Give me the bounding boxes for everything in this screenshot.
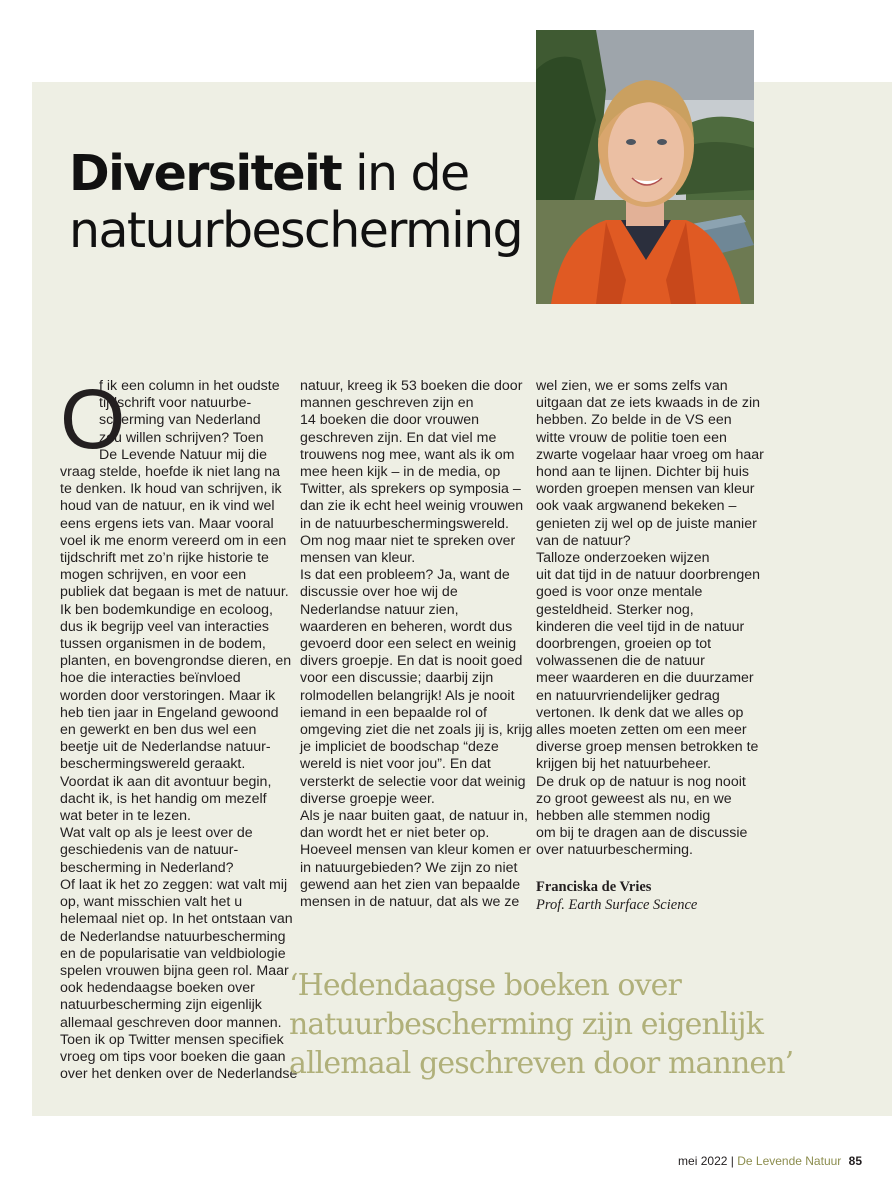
page-footer <box>678 1154 862 1168</box>
article-text-line: geschreven zijn. En dat viel me <box>300 429 497 446</box>
article-text-line: Voordat ik aan dit avontuur begin, <box>60 773 272 790</box>
author-name: Franciska de Vries <box>536 879 652 895</box>
article-text-line: trouwens nog mee, want als ik om <box>300 446 515 463</box>
article-text-line: Om nog maar niet te spreken over <box>300 532 516 549</box>
author-role: Prof. Earth Surface Science <box>536 896 698 913</box>
article-text-line: dus ik begrijp veel van interacties <box>60 618 269 635</box>
article-text-line: mogen schrijven, en voor een <box>60 567 247 584</box>
article-text-line: tijdschrift voor natuurbe- <box>99 395 252 412</box>
article-text-line: diverse groepje weer. <box>300 790 435 807</box>
article-text-line: scherming van Nederland <box>99 412 261 429</box>
article-text-line: zou willen schrijven? Toen <box>99 429 264 446</box>
article-text-line: waarderen en beheren, wordt dus <box>300 618 513 635</box>
article-text-line: Is dat een probleem? Ja, want de <box>300 567 510 584</box>
article-text-line: en natuurvriendelijker gedrag <box>536 687 720 704</box>
page-number: 85 <box>848 1154 862 1168</box>
pull-quote-line: ‘Hedendaagse boeken over <box>289 968 681 1003</box>
pull-quote-line: allemaal geschreven door mannen’ <box>289 1046 794 1081</box>
article-text-line: uit dat tijd in de natuur doorbrengen <box>536 567 761 584</box>
article-text-line: De druk op de natuur is nog nooit <box>536 773 746 790</box>
article-text-line: volwassenen die de natuur <box>536 653 705 670</box>
article-text-line: gevoerd door een select en weinig <box>300 636 517 653</box>
article-text-line: houd van de natuur, en ik vind wel <box>60 498 275 515</box>
article-text-line: worden groepen mensen van kleur <box>536 481 755 498</box>
article-text-line: beetje uit de Nederlandse natuur- <box>60 739 271 756</box>
title-regular-part-2: natuurbescherming <box>69 202 523 259</box>
title-regular-part-1: in de <box>355 145 469 202</box>
article-text-line: natuur, kreeg ik 53 boeken die door <box>300 378 523 394</box>
article-text-line: Ik ben bodemkundige en ecoloog, <box>60 601 273 618</box>
article-text-line: Talloze onderzoeken wijzen <box>536 550 710 567</box>
article-title <box>69 145 522 259</box>
article-text-line: Of laat ik het zo zeggen: wat valt mij <box>60 876 288 893</box>
article-text-line: doorbrengen, groeien op tot <box>536 636 712 653</box>
article-text-line: gewend aan het zien van bepaalde <box>300 876 521 893</box>
article-text-line: Twitter, als sprekers op symposia – <box>300 481 521 498</box>
article-text-line: Toen ik op Twitter mensen specifiek <box>60 1031 284 1048</box>
article-text-line: iemand in een bepaalde rol of <box>300 704 487 721</box>
article-text-line: in natuurgebieden? We zijn zo niet <box>300 859 518 876</box>
article-text-line: alles moeten zetten om een meer <box>536 722 747 739</box>
article-text-line: ook hedendaagse boeken over <box>60 980 255 997</box>
article-column-3 <box>536 378 766 860</box>
article-text-line: tussen organismen in de bodem, <box>60 636 266 653</box>
article-text-line: mannen geschreven zijn en <box>300 395 474 412</box>
article-text-line: voor een discussie; daarbij zijn <box>300 670 494 687</box>
article-text-line: mee heen kijk – in de media, op <box>300 464 501 481</box>
article-text-line: eens ergens iets van. Maar vooral <box>60 515 274 532</box>
pull-quote <box>289 966 793 1083</box>
article-text-line: publiek dat begaan is met de natuur. <box>60 584 289 601</box>
article-text-line: krijgen bij het natuurbeheer. <box>536 756 712 773</box>
article-text-line: allemaal geschreven door mannen. <box>60 1014 282 1031</box>
drop-cap: O <box>60 372 126 466</box>
article-text-line: hond aan te lijnen. Dichter bij huis <box>536 464 749 481</box>
article-text-line: omgeving ziet die net zoals jij is, krijg <box>300 722 533 739</box>
article-text-line: hoe die interacties beïnvloed <box>60 670 241 687</box>
article-text-line: bescherming in Nederland? <box>60 859 234 876</box>
article-text-line: versterkt de selectie voor dat weinig <box>300 773 526 790</box>
article-text-line: ook vaak argwanend bekeken – <box>536 498 737 515</box>
article-text-line: gesteldheid. Sterker nog, <box>536 601 694 618</box>
article-text-line: vraag stelde, hoefde ik niet lang na <box>60 464 281 481</box>
article-text-line: goed is voor onze mentale <box>536 584 703 601</box>
article-text-line: en gewerkt en ben dus wel een <box>60 722 257 739</box>
article-text-line: en de popularisatie van veldbiologie <box>60 945 286 962</box>
article-text-line: witte vrouw de politie toen een <box>536 429 727 446</box>
article-text-line: natuurbescherming zijn eigenlijk <box>60 997 262 1014</box>
article-text-line: beschermingswereld geraakt. <box>60 756 246 773</box>
article-text-line: planten, en bovengrondse dieren, en <box>60 653 292 670</box>
article-text-line: De Levende Natuur mij die <box>99 446 267 463</box>
article-text-line: in de natuurbeschermingswereld. <box>300 515 509 532</box>
article-text-line: zwarte vogelaar haar vroeg om haar <box>536 446 764 463</box>
article-text-line: hebben alle stemmen nodig <box>536 808 711 825</box>
article-text-line: Als je naar buiten gaat, de natuur in, <box>300 808 528 825</box>
article-text-line: van de natuur? <box>536 532 631 549</box>
footer-magazine-name: De Levende Natuur <box>737 1154 842 1168</box>
article-text-line: tijdschrift met zo’n rijke historie te <box>60 550 269 567</box>
article-text-line: rolmodellen belangrijk! Als je nooit <box>300 687 515 704</box>
article-text-line: mensen in de natuur, dat als we ze <box>300 894 520 911</box>
article-text-line: Nederlandse natuur zien, <box>300 601 459 618</box>
article-text-line: diverse groep mensen betrokken te <box>536 739 759 756</box>
article-text-line: helemaal niet op. In het ontstaan van <box>60 911 293 928</box>
article-text-line: je impliciet de boodschap “deze <box>300 739 499 756</box>
article-text-line: uitgaan dat ze iets kwaads in de zin <box>536 395 760 412</box>
article-text-line: wat beter in te lezen. <box>60 808 191 825</box>
article-column-2 <box>300 378 533 911</box>
article-text-line: geschiedenis van de natuur- <box>60 842 239 859</box>
article-text-line: dan wordt het er niet beter op. <box>300 825 490 842</box>
pull-quote-line: natuurbescherming zijn eigenlijk <box>289 1007 763 1042</box>
article-text-line: wel zien, we er soms zelfs van <box>536 378 728 394</box>
article-text-line: over het denken over de Nederlandse <box>60 1066 298 1083</box>
article-text-line: vertonen. Ik denk dat we alles op <box>536 704 744 721</box>
article-text-line: hebben. Zo belde in de VS een <box>536 412 732 429</box>
article-text-line: op, want misschien valt het u <box>60 894 243 911</box>
article-text-line: vroeg om tips voor boeken die gaan <box>60 1048 286 1065</box>
footer-date: mei 2022 | <box>678 1154 734 1168</box>
article-text-line: divers groepje. En dat is nooit goed <box>300 653 523 670</box>
title-bold-part: Diversiteit <box>69 145 342 202</box>
article-text-line: zo groot geweest als nu, en we <box>536 790 732 807</box>
article-text-line: 14 boeken die door vrouwen <box>300 412 480 429</box>
article-text-line: te denken. Ik houd van schrijven, ik <box>60 481 282 498</box>
article-text-line: voel ik me enorm vereerd om in een <box>60 532 287 549</box>
author-signature <box>536 879 697 914</box>
article-text-line: f ik een column in het oudste <box>99 378 280 394</box>
article-text-line: discussie over hoe wij de <box>300 584 458 601</box>
article-text-line: dacht ik, is het handig om mezelf <box>60 790 267 807</box>
article-text-line: over natuurbescherming. <box>536 842 693 859</box>
article-text-line: mensen van kleur. <box>300 550 416 567</box>
article-text-line: Wat valt op als je leest over de <box>60 825 253 842</box>
article-text-line: de Nederlandse natuurbescherming <box>60 928 286 945</box>
article-text-line: wereld is niet voor jou”. En dat <box>300 756 491 773</box>
article-text-line: om bij te dragen aan de discussie <box>536 825 748 842</box>
author-photo <box>536 30 754 304</box>
article-text-line: dan zie ik echt heel weinig vrouwen <box>300 498 524 515</box>
article-text-line: Hoeveel mensen van kleur komen er <box>300 842 532 859</box>
article-text-line: genieten zij wel op de juiste manier <box>536 515 757 532</box>
article-text-line: worden door verstoringen. Maar ik <box>60 687 276 704</box>
article-text-line: heb tien jaar in Engeland gewoond <box>60 704 279 721</box>
article-text-line: kinderen die veel tijd in de natuur <box>536 618 745 635</box>
article-text-line: meer waarderen en die duurzamer <box>536 670 754 687</box>
article-text-line: spelen vrouwen bijna geen rol. Maar <box>60 962 289 979</box>
article-column-1 <box>60 372 298 1083</box>
